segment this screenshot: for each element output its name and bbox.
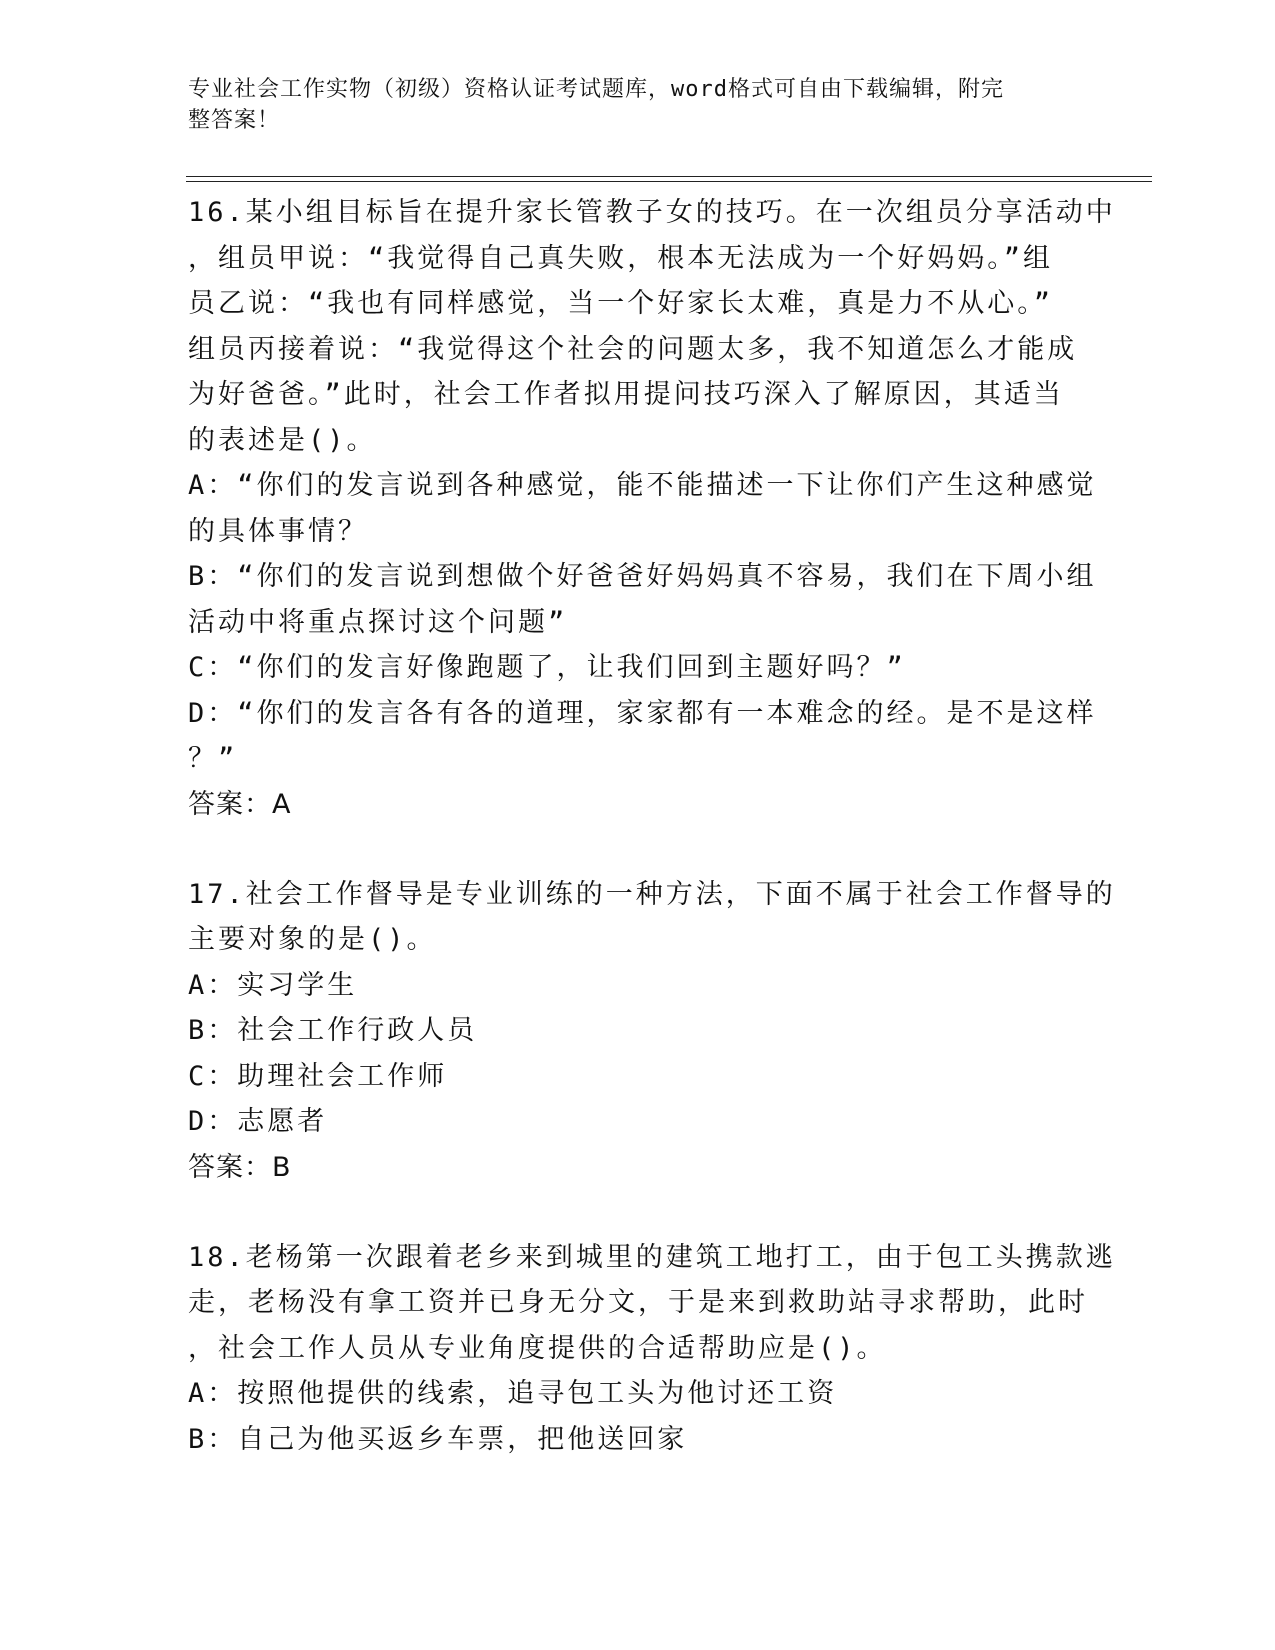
option-c: C：“你们的发言好像跑题了，让我们回到主题好吗？” [188, 652, 906, 683]
option-d-continued: ？” [188, 743, 238, 774]
question-text-line: 16.某小组目标旨在提升家长管教子女的技巧。在一次组员分享活动中 [188, 197, 1116, 228]
header-line: 整答案！ [188, 108, 281, 133]
question-18 [188, 1235, 1116, 1463]
page-header [188, 74, 1068, 136]
option-a: A：“你们的发言说到各种感觉，能不能描述一下让你们产生这种感觉 [188, 470, 1097, 501]
question-16 [188, 190, 1116, 827]
question-text-line: 员乙说：“我也有同样感觉，当一个好家长太难，真是力不从心。” [188, 288, 1054, 319]
question-spacer [188, 827, 1088, 872]
option-b: B：社会工作行政人员 [188, 1015, 478, 1046]
option-b: B：“你们的发言说到想做个好爸爸好妈妈真不容易，我们在下周小组 [188, 561, 1097, 592]
question-17 [188, 872, 1116, 1190]
question-list [188, 190, 1116, 1462]
question-text-line: 18.老杨第一次跟着老乡来到城里的建筑工地打工，由于包工头携款逃 [188, 1241, 1116, 1273]
question-spacer [188, 1190, 1088, 1235]
option-d: D：“你们的发言各有各的道理，家家都有一本难念的经。是不是这样 [188, 697, 1097, 729]
option-c: C：助理社会工作师 [188, 1060, 448, 1092]
header-divider-thin [186, 181, 1152, 182]
question-text-line: ，组员甲说：“我觉得自己真失败，根本无法成为一个好妈妈。”组 [188, 242, 1054, 274]
answer-line: 答案：B [188, 1151, 292, 1183]
answer-line: 答案：A [188, 788, 292, 820]
question-text-line: 17.社会工作督导是专业训练的一种方法，下面不属于社会工作督导的 [188, 878, 1116, 910]
header-line: 专业社会工作实物（初级）资格认证考试题库，word格式可自由下载编辑，附完 [188, 77, 1004, 102]
question-text-line: ，社会工作人员从专业角度提供的合适帮助应是()。 [188, 1332, 887, 1364]
option-a: A：实习学生 [188, 969, 358, 1001]
question-text-line: 主要对象的是()。 [188, 924, 437, 955]
question-text-line: 组员丙接着说：“我觉得这个社会的问题太多，我不知道怎么才能成 [188, 333, 1078, 365]
option-b: B：自己为他买返乡车票，把他送回家 [188, 1423, 688, 1455]
option-a: A：按照他提供的线索，追寻包工头为他讨还工资 [188, 1378, 838, 1409]
header-divider [186, 176, 1152, 177]
option-a-continued: 的具体事情？ [188, 515, 368, 547]
question-text-line: 走，老杨没有拿工资并已身无分文，于是来到救助站寻求帮助，此时 [188, 1287, 1088, 1318]
option-b-continued: 活动中将重点探讨这个问题” [188, 606, 568, 638]
option-d: D：志愿者 [188, 1106, 328, 1137]
question-text-line: 的表述是()。 [188, 424, 377, 456]
question-text-line: 为好爸爸。”此时，社会工作者拟用提问技巧深入了解原因，其适当 [188, 379, 1064, 410]
